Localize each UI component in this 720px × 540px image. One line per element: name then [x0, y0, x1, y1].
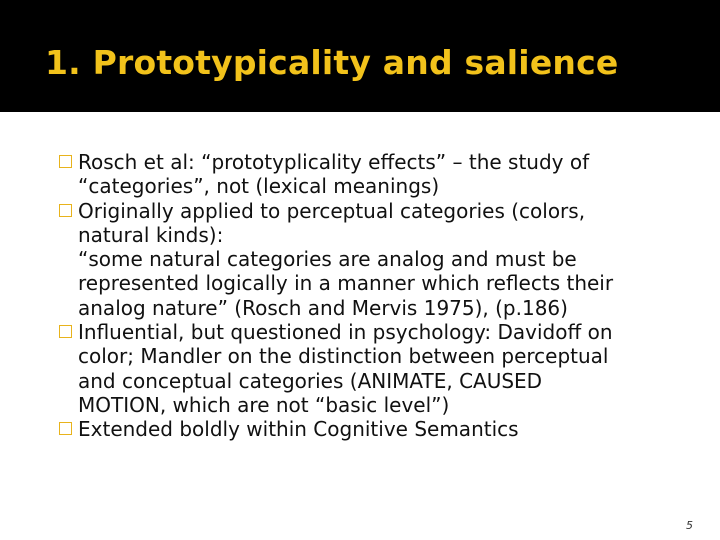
bullet-item — [0, 417, 720, 441]
hollow-square-icon — [59, 325, 72, 338]
bullet-line: and conceptual categories (ANIMATE, CAUSED — [78, 368, 543, 393]
bullet-line: analog nature” (Rosch and Mervis 1975), (p.186) — [78, 295, 568, 320]
bullet-line: Extended boldly within Cognitive Semantics — [78, 417, 519, 442]
title-bar — [0, 0, 720, 112]
bullet-item — [0, 320, 720, 417]
slide-title: 1. Prototypicality and salience — [45, 43, 619, 82]
bullet-item — [0, 199, 720, 320]
bullet-item — [0, 150, 720, 199]
hollow-square-icon — [59, 155, 72, 168]
bullet-line: Originally applied to perceptual categories (colors, — [78, 198, 586, 223]
bullet-line: natural kinds): — [78, 222, 224, 247]
bullet-line: Rosch et al: “prototyplicality effects” – the study of — [78, 150, 590, 174]
bullet-line: “some natural categories are analog and must be — [78, 247, 577, 272]
bullet-list — [0, 150, 720, 442]
page-number: 5 — [686, 519, 693, 532]
bullet-line: represented logically in a manner which reflects their — [78, 271, 614, 296]
bullet-line: Influential, but questioned in psychology: Davidoff on — [78, 320, 613, 345]
bullet-line: “categories”, not (lexical meanings) — [78, 174, 440, 199]
bullet-line: MOTION, which are not “basic level”) — [78, 392, 450, 417]
hollow-square-icon — [59, 422, 72, 435]
hollow-square-icon — [59, 204, 72, 217]
bullet-line: color; Mandler on the distinction between perceptual — [78, 344, 609, 369]
